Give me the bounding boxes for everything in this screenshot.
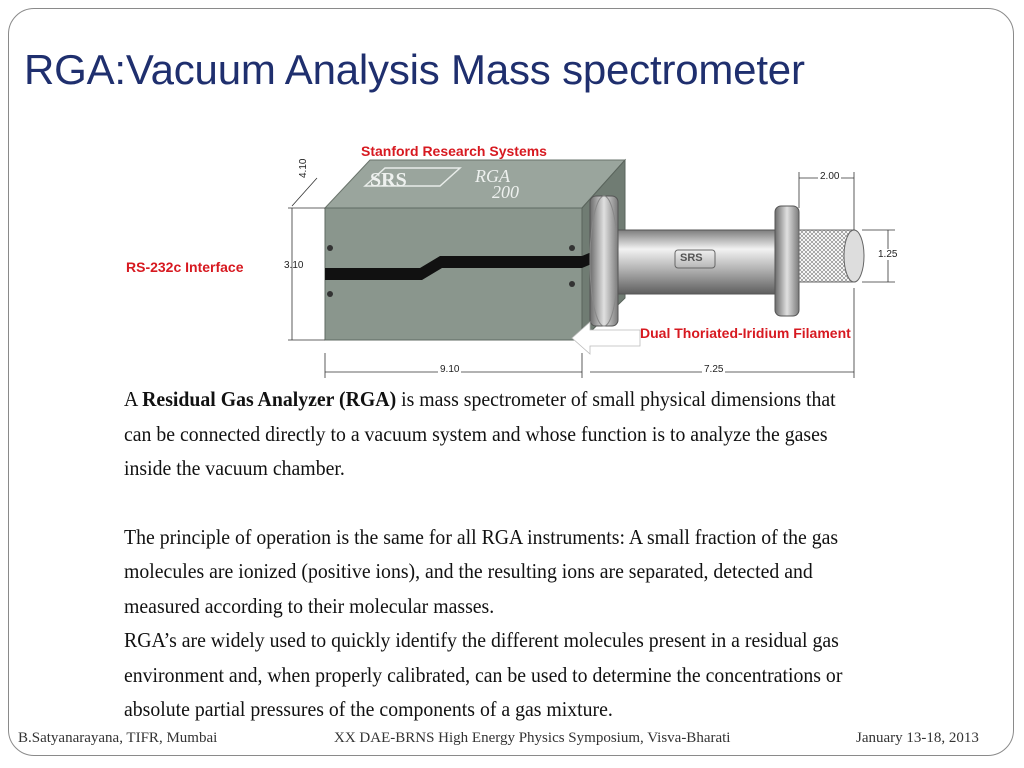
dim-body-length: 9.10 (440, 364, 460, 375)
footer-event: XX DAE-BRNS High Energy Physics Symposium, Visva-Bharati (334, 730, 731, 746)
paragraph-2: The principle of operation is the same for all RGA instruments: A small fraction of the gas molecules are ionized (positive ions), and the resulting ions are separated, detected and measured according to their molecular masses. (124, 524, 839, 618)
rga-figure (120, 138, 910, 378)
dim-ionizer-diameter: 1.25 (878, 249, 898, 260)
model-line1: RGA (475, 166, 510, 186)
ionizer-end (844, 230, 864, 282)
paragraph-3: RGA’s are widely used to quickly identify the different molecules present in a residual gas environment and, when properly calibrated, can be used to determine the concentrations or absolute partial pressures of the components of a gas mixture. (124, 628, 843, 721)
tube-logo: SRS (680, 252, 703, 264)
dim-probe-diameter: 2.00 (820, 171, 840, 182)
slide-title: RGA:Vacuum Analysis Mass spectrometer (24, 46, 805, 93)
interface-label: RS-232c Interface (126, 259, 244, 275)
footer-author: B.Satyanarayana, TIFR, Mumbai (18, 730, 218, 746)
model-line2: 200 (492, 182, 519, 202)
probe-flange (775, 206, 799, 316)
footer-date: January 13-18, 2013 (856, 730, 979, 746)
rga-term: Residual Gas Analyzer (RGA) (142, 387, 397, 411)
dim-top-depth: 4.10 (298, 158, 309, 178)
screw (569, 281, 575, 287)
rga-diagram (120, 138, 910, 378)
manufacturer-label: Stanford Research Systems (361, 143, 547, 159)
dim-height: 3.10 (284, 260, 304, 271)
srs-logo: SRS (370, 169, 407, 191)
screw (327, 291, 333, 297)
screw (327, 245, 333, 251)
dim-probe-length: 7.25 (704, 364, 724, 375)
para1-prefix: A (124, 387, 143, 411)
para1-rest: is mass spectrometer of small physical dimensions that can be connected directly to a vacuum system and whose function is to analyze the gases inside the vacuum chamber. (124, 387, 836, 480)
filament-label: Dual Thoriated-Iridium Filament (640, 325, 851, 341)
body-text (124, 382, 851, 727)
paragraph-1 (124, 382, 851, 486)
screw (569, 245, 575, 251)
